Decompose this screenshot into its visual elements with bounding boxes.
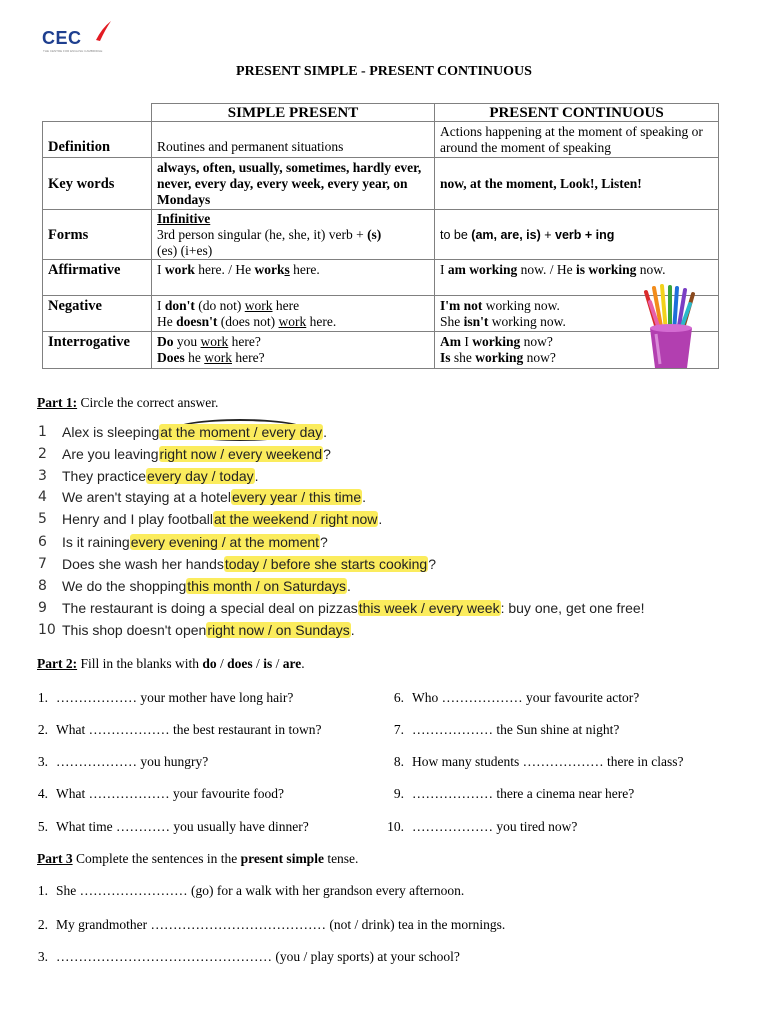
item-text: We do the shopping [62,578,187,594]
part2-label: Part 2: [37,656,78,671]
aff-c3: now. / He [517,262,577,277]
neg-s7: doesn't [176,313,218,329]
item-text: ……………… your mother have long hair? [56,690,294,705]
forms-infinitive: Infinitive [157,210,211,226]
end-dot: . [301,656,305,671]
int-simple-line2 [157,350,429,366]
neg-s2: don't [164,297,195,313]
table-header-row [43,104,719,122]
neg-s4: work [244,297,273,313]
sep: / [272,656,283,671]
int-s7: work [204,350,232,365]
part2-item[interactable] [378,722,619,738]
part3-item[interactable] [22,883,464,899]
item-text: Who ……………… your favourite actor? [412,690,640,705]
forms-s: (s) [367,226,382,242]
pencil-cup-icon [640,284,702,370]
part2-item[interactable] [378,786,634,802]
part1-instruction: Circle the correct answer. [77,395,219,410]
part1-exercise [34,418,734,648]
sep: / [252,656,264,671]
item-text: What time ………… you usually have dinner? [56,819,309,834]
part3-item[interactable] [22,917,505,933]
part1-heading [37,395,218,411]
aff-s3: here. / He [194,262,255,277]
cec-logo [42,24,112,54]
part1-item [34,465,259,487]
item-end: : buy one, get one free! [500,600,645,616]
aff-s2: work [164,262,195,277]
part2-heading [37,656,305,672]
part3-label: Part 3 [37,851,73,866]
item-text: What ……………… your favourite food? [56,786,284,801]
int-c3: working [472,334,521,349]
part2-item[interactable] [22,754,208,770]
part3-tense: present simple [240,851,324,866]
forms-simple [152,210,435,260]
item-text: This shop doesn't open [62,622,207,638]
int-c2: I [461,334,473,349]
item-num: 5. [37,819,48,834]
int-c7: working [475,350,524,365]
forms-es: (es) (i+es) [157,242,213,258]
item-options[interactable]: right now / on Sundays [207,622,350,638]
item-options[interactable]: at the moment / every day [160,424,323,440]
negative-simple [152,296,435,332]
item-end: . [347,578,351,594]
row-negative [43,296,719,332]
int-c6: she [450,350,476,365]
item-num: 7 [38,556,47,572]
neg-s10: here. [306,313,337,329]
aff-c1: I [440,262,448,277]
neg-s3: (do not) [194,297,245,313]
label-definition: Definition [43,122,152,158]
item-options[interactable]: at the weekend / right now [213,511,378,527]
part1-item [34,597,645,619]
part1-item [34,531,328,553]
item-text: ……………… you tired now? [412,819,578,834]
item-text: My grandmother ………………………………… (not / drink) tea in the mornings. [56,917,506,932]
item-num: 2. [37,722,48,737]
item-text: ………………………………………… (you / play sports) at your school? [56,949,460,964]
logo-text: CEC [42,28,82,48]
item-num: 3. [37,754,48,769]
page-title: PRESENT SIMPLE - PRESENT CONTINUOUS [236,64,532,79]
int-c1: Am [440,334,461,349]
part2-instruction: Fill in the blanks with [77,656,203,671]
item-num: 1. [37,883,48,898]
part1-item [34,508,382,530]
item-options[interactable]: every day / today [147,468,254,484]
part1-item [34,619,355,641]
definition-simple: Routines and permanent situations [152,122,435,158]
definition-continuous: Actions happening at the moment of speaking or around the moment of speaking [435,122,719,158]
neg-s6: He [157,313,177,329]
forms-line1: 3rd person singular (he, she, it) verb + [157,226,368,242]
item-num: 2. [37,917,48,932]
grammar-table [42,103,719,369]
item-text: How many students ……………… there in class? [412,754,684,769]
item-text: Is it raining [62,534,130,550]
header-simple-present: SIMPLE PRESENT [152,104,435,122]
item-num: 10 [38,622,56,638]
part3-heading [37,851,358,867]
part2-item[interactable] [22,722,321,738]
forms-plus: + [540,227,556,242]
item-num: 4 [38,489,47,505]
item-end: . [362,489,367,505]
sep: / [216,656,228,671]
part2-item[interactable] [22,690,293,706]
row-interrogative [43,332,719,369]
forms-to-be: to be [440,227,472,242]
forms-continuous [435,210,719,260]
word-do: do [202,656,217,671]
item-num: 6 [38,534,47,550]
forms-verb-ing: verb + ing [555,227,615,242]
word-is: is [263,656,273,671]
item-options[interactable]: this week / every week [358,600,500,616]
item-options[interactable]: right now / every weekend [159,446,323,462]
item-options[interactable]: every year / this time [231,489,362,505]
interrogative-simple [152,332,435,369]
item-text: We aren't staying at a hotel [62,489,231,505]
item-text: They practice [62,468,147,484]
item-end: . [350,622,355,638]
keywords-continuous: now, at the moment, Look!, Listen! [435,158,719,210]
part3-instruction: Complete the sentences in the [72,851,241,866]
aff-c5: now. [636,262,666,277]
item-end: ? [323,446,331,462]
neg-c3: She [440,313,464,329]
part2-item[interactable] [22,819,309,835]
item-num: 3 [38,468,47,484]
item-options[interactable]: today / before she starts cooking [224,556,428,572]
forms-third-person [157,227,429,243]
aff-s5: s [284,262,290,277]
item-text: The restaurant is doing a special deal on pizzas [62,600,358,616]
neg-c2: working now. [482,297,560,313]
neg-s8: (does not) [217,313,279,329]
row-forms [43,210,719,260]
neg-c4: isn't [463,313,489,329]
item-end: ? [428,556,437,572]
neg-s9: work [278,313,307,329]
int-c5: Is [440,350,451,365]
item-text: Does she wash her hands [62,556,224,572]
int-c4: now? [520,334,553,349]
row-keywords [43,158,719,210]
label-affirmative: Affirmative [43,260,152,296]
int-c8: now? [523,350,556,365]
part2-item[interactable] [378,754,683,770]
int-s1: Do [157,334,174,349]
item-end: . [254,468,259,484]
int-s4: here? [228,334,261,349]
item-num: 1 [38,424,47,440]
label-interrogative: Interrogative [43,332,152,369]
int-s8: here? [232,350,265,365]
item-num: 6. [393,690,404,705]
part2-item[interactable] [22,786,284,802]
neg-simple-line1 [157,298,429,314]
part1-label: Part 1: [37,395,78,410]
row-affirmative [43,260,719,296]
neg-c1: I'm not [440,297,483,313]
item-num: 1. [37,690,48,705]
neg-s1: I [157,297,165,313]
aff-c4: is working [576,262,637,277]
int-s2: you [173,334,201,349]
item-text: ……………… the Sun shine at night? [412,722,620,737]
header-present-continuous: PRESENT CONTINUOUS [435,104,719,122]
item-num: 8 [38,578,47,594]
item-end: . [378,511,383,527]
logo-tagline: THE CENTRE FOR ENGLISH CAMBRIDGE [43,49,103,53]
part3-item[interactable] [22,949,460,965]
item-text: She …………………… (go) for a walk with her grandson every afternoon. [56,883,465,898]
aff-s1: I [157,262,165,277]
int-simple-line1 [157,334,429,350]
part3-instruction-end: tense. [323,851,359,866]
item-text: Henry and I play football [62,511,213,527]
label-keywords: Key words [43,158,152,210]
item-num: 2 [38,446,47,462]
item-text: What ……………… the best restaurant in town? [56,722,322,737]
part1-item [34,443,331,465]
item-end: . [323,424,328,440]
item-text: Alex is sleeping [62,424,160,440]
part2-item[interactable] [378,819,577,835]
item-text: Are you leaving [62,446,159,462]
part1-item [34,421,327,443]
item-end: ? [320,534,328,550]
label-forms: Forms [43,210,152,260]
forms-am-are-is: (am, are, is) [471,227,541,242]
neg-simple-line2 [157,314,429,330]
part2-item[interactable] [378,690,639,706]
label-negative: Negative [43,296,152,332]
item-options[interactable]: this month / on Saturdays [187,578,347,594]
item-num: 9 [38,600,47,616]
part1-item [34,553,436,575]
affirmative-simple [152,260,435,296]
part1-item [34,575,351,597]
item-num: 9. [393,786,404,801]
row-definition [43,122,719,158]
item-num: 10. [387,819,404,834]
part1-item [34,486,366,508]
int-s5: Does [157,350,185,365]
item-num: 4. [37,786,48,801]
aff-s4: work [254,262,285,277]
int-s3: work [200,334,229,349]
aff-s6: here. [289,262,320,277]
item-num: 3. [37,949,48,964]
word-are: are [282,656,302,671]
int-s6: he [184,350,205,365]
logo-swoosh-icon [94,20,112,42]
item-num: 8. [393,754,404,769]
item-num: 5 [38,511,47,527]
aff-c2: am working [447,262,518,277]
keywords-simple: always, often, usually, sometimes, hardly ever, never, every day, every week, every year, on Mondays [152,158,435,210]
word-does: does [227,656,253,671]
neg-c5: working now. [488,313,566,329]
item-text: ……………… there a cinema near here? [412,786,635,801]
item-options[interactable]: every evening / at the moment [130,534,320,550]
table-corner [43,104,152,122]
item-num: 7. [393,722,404,737]
item-text: ……………… you hungry? [56,754,209,769]
neg-s5: here [272,297,300,313]
